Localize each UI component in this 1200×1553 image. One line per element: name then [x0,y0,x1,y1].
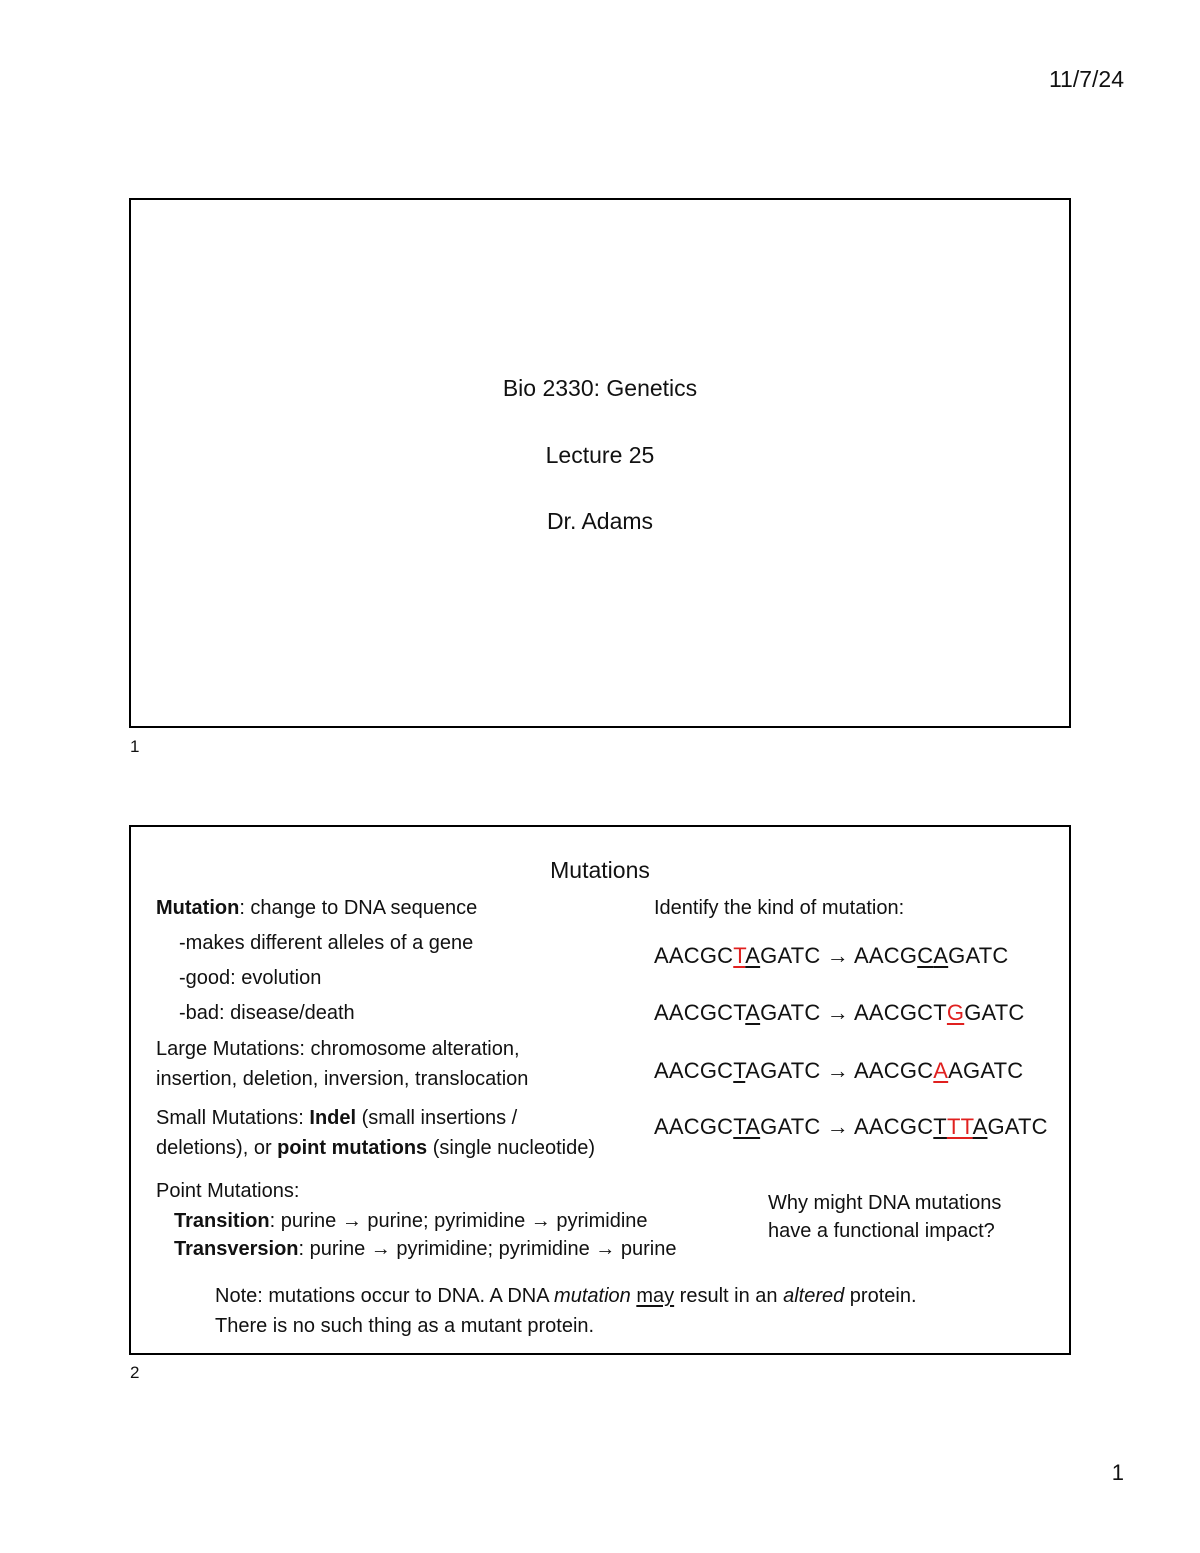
transversion-line: Transversion: purine → pyrimidine; pyrimidine → purine [174,1238,677,1260]
identify-heading: Identify the kind of mutation: [654,897,905,919]
question-line2: have a functional impact? [768,1220,995,1242]
bullet-bad: -bad: disease/death [179,1002,355,1024]
small-mutations-line1: Small Mutations: Indel (small insertions / [156,1107,518,1129]
bullet-good: -good: evolution [179,967,322,989]
sequence-pair-3: AACGCTAGATC → AACGCAAGATC [654,1058,1024,1083]
transition-line: Transition: purine → purine; pyrimidine → pyrimidine [174,1210,648,1232]
arrow-icon: → [820,943,855,968]
sequence-pair-2: AACGCTAGATC → AACGCTGGATC [654,1000,1025,1025]
slide-1 [129,198,1071,728]
instructor-name: Dr. Adams [546,508,654,534]
question-line1: Why might DNA mutations [768,1192,1002,1214]
note-line1: Note: mutations occur to DNA. A DNA mutation may result in an altered protein. [215,1285,917,1307]
sequence-pair-4: AACGCTAGATC → AACGCTTTAGATC [654,1114,1048,1139]
slide-title: Mutations [550,857,650,883]
slide-number-2: 2 [130,1363,140,1382]
large-mutations-line2: insertion, deletion, inversion, translocation [156,1068,529,1090]
header-date: 11/7/24 [1048,66,1124,92]
slide-2 [129,825,1071,1355]
mutation-definition: Mutation: change to DNA sequence [156,897,478,919]
page-number: 1 [1111,1460,1124,1485]
arrow-icon: → [820,1000,855,1025]
bullet-alleles: -makes different alleles of a gene [179,932,474,954]
small-mutations-line2: deletions), or point mutations (single nucleotide) [156,1137,596,1159]
large-mutations-line1: Large Mutations: chromosome alteration, [156,1038,520,1060]
arrow-icon: → [820,1114,855,1139]
sequence-pair-1: AACGCTAGATC → AACGCAGATC [654,943,1009,968]
lecture-number: Lecture 25 [545,442,655,468]
slide-number-1: 1 [130,737,140,756]
arrow-icon: → [820,1058,855,1083]
note-line2: There is no such thing as a mutant protein. [215,1315,595,1337]
point-mutations-heading: Point Mutations: [156,1180,300,1202]
course-title: Bio 2330: Genetics [502,375,698,401]
